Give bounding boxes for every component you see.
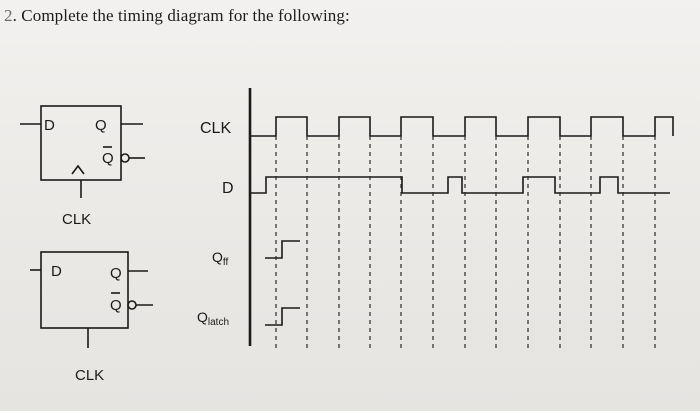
clk-waveform xyxy=(250,117,673,136)
timing-clk-label: CLK xyxy=(200,120,232,137)
flip-flop-q-label: Q xyxy=(95,117,107,134)
clock-edge-guides xyxy=(276,136,655,348)
flip-flop-clock-triangle xyxy=(72,166,84,174)
latch-qbar-label: Q xyxy=(110,297,122,314)
timing-qff-sub: ff xyxy=(222,257,229,268)
timing-d-label: D xyxy=(222,180,234,197)
question-number: 2 xyxy=(4,6,13,25)
latch-qbar-bubble xyxy=(128,301,136,309)
flip-flop-qbar-label: Q xyxy=(102,150,114,167)
question-prompt: . Complete the timing diagram for the following: xyxy=(12,6,350,25)
flip-flop-clk-label: CLK xyxy=(62,211,92,228)
flip-flop-d-label: D xyxy=(44,117,55,134)
timing-qlatch-sub: latch xyxy=(207,317,230,328)
qlatch-partial-waveform xyxy=(265,308,300,325)
qff-partial-waveform xyxy=(265,241,300,258)
d-waveform xyxy=(250,177,670,193)
flip-flop-qbar-bubble xyxy=(121,154,129,162)
timing-qlatch-main: Q xyxy=(197,309,208,325)
latch-q-label: Q xyxy=(110,265,122,282)
timing-qff-label xyxy=(212,249,228,268)
timing-qff-main: Q xyxy=(212,249,223,265)
latch-d-label: D xyxy=(51,263,62,280)
latch-clk-label: CLK xyxy=(75,367,105,384)
timing-qlatch-label xyxy=(197,309,229,328)
